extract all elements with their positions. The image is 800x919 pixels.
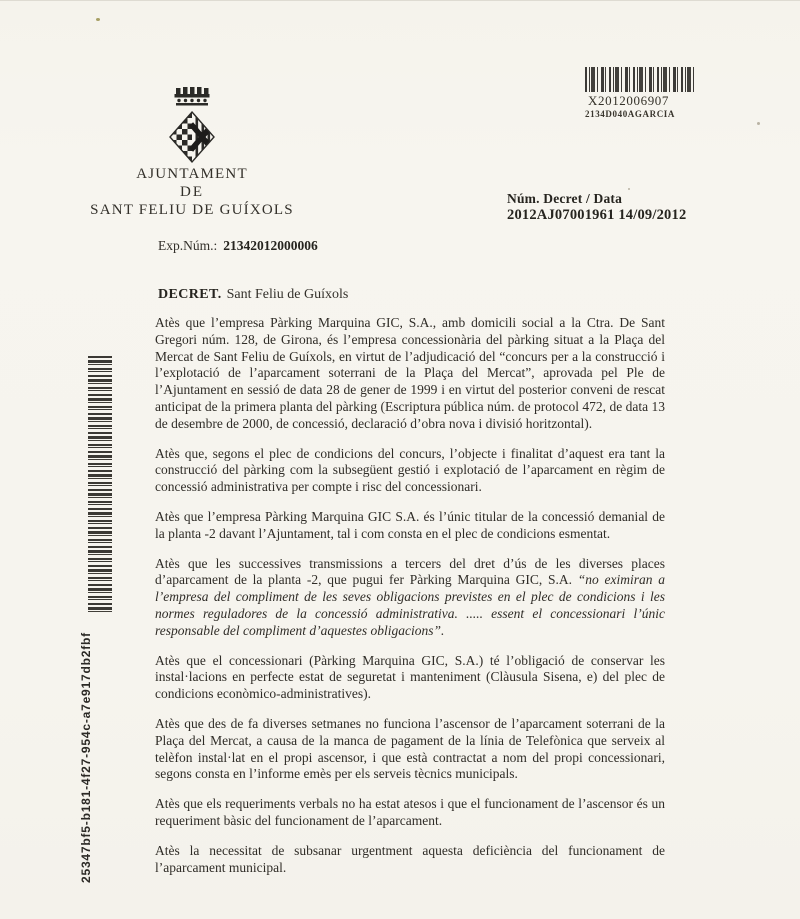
document-guid: 25347bf5-b181-4f27-954c-a7e917db2fbf [79, 632, 93, 883]
expedient-label: Exp.Núm.: [158, 238, 218, 253]
paragraph-quote: “no eximiran a l’empresa del compliment de les seves obligacions previstes en el plec de condicions i les normes reguladores de la concessió administrativa. ..... essent el concessionari l’únic responsable del compliment d’aquestes obligacions”. [155, 572, 665, 638]
expedient-value: 21342012000006 [223, 238, 318, 253]
registry-operator-code: 2134D040AGARCIA [585, 109, 675, 119]
paragraph: Atès que des de fa diverses setmanes no funciona l’ascensor de l’aparcament soterrani de la Plaça del Mercat, a causa de la manca de pagament de la línia de Telefònica que serveix al telèfon instal·lat en el propi ascensor, i que està contractat a nom del propi concessionari, segons consta en l’informe emès per els serveis tècnics municipals. [155, 715, 665, 782]
decree-number-label: Núm. Decret / Data [507, 191, 623, 206]
decree-title [158, 287, 348, 303]
expedient-line [158, 238, 318, 254]
paragraph: Atès que l’empresa Pàrking Marquina GIC, S.A., amb domicili social a la Ctra. De Sant Gregori núm. 128, de Girona, és l’empresa concessionària del pàrking situat a la Plaça del Mercat de Sant Feliu de Guíxols, en virtut de l’adjudicació del “concurs per a la construcció i l’explotació de l’aparcament soterrani de la Plaça del Mercat”, aprovada pel Ple de l’Ajuntament en sessió de data 28 de gener de 1999 i en virtut del posterior conveni de rescat anticipat de la primera planta del pàrking (Escriptura pública núm. de protocol 472, de data 13 de desembre de 2000, de concessió, declaració d’obra nova i divisió horitzontal). [155, 315, 665, 431]
scan-speck [96, 18, 100, 21]
paragraph [155, 556, 665, 640]
letterhead [72, 165, 312, 219]
paragraph: Atès que, segons el plec de condicions del concurs, l’objecte i finalitat d’aquest era tant la construcció del pàrking com la subsegüent gestió i explotació de l’aparcament en règim de concessió administrativa per compte i risc del concessionari. [155, 445, 665, 495]
decree-place: Sant Feliu de Guíxols [226, 287, 349, 302]
paragraph: Atès que el concessionari (Pàrking Marquina GIC, S.A.) té l’obligació de conservar les instal·lacions en perfecte estat de seguretat i manteniment (Clàusula Sisena, e) del plec de condicions econòmico-administratives). [155, 652, 665, 702]
decree-body [155, 315, 665, 889]
decree-keyword: DECRET. [158, 287, 222, 302]
paragraph: Atès que l’empresa Pàrking Marquina GIC S.A. és l’únic titular de la concessió demanial de la planta -2 davant l’Ajuntament, tal i com consta en el plec de condicions esmentat. [155, 508, 665, 541]
vertical-barcode-icon [88, 356, 112, 614]
scan-speck [628, 188, 630, 190]
org-name-line-3: SANT FELIU DE GUÍXOLS [90, 202, 294, 218]
decree-number-block [507, 191, 686, 224]
municipal-crest-icon [160, 85, 224, 169]
decree-number-value: 2012AJ07001961 14/09/2012 [507, 207, 687, 223]
paragraph: Atès la necessitat de subsanar urgentment aquesta deficiència del funcionament de l’aparcament municipal. [155, 842, 665, 875]
org-name-line-1: AJUNTAMENT [136, 166, 248, 182]
registry-code: X2012006907 [588, 93, 669, 108]
org-name-line-2: DE [180, 184, 204, 200]
barcode-icon [585, 67, 697, 92]
paragraph: Atès que els requeriments verbals no ha estat atesos i que el funcionament de l’ascensor és un requeriment bàsic del funcionament de l’aparcament. [155, 796, 665, 828]
scan-speck [757, 122, 760, 125]
paragraph-lead: Atès que les successives transmissions a tercers del dret d’ús de les diverses places d’aparcament de la planta -2, que pugui fer Pàrking Marquina GIC, S.A. [155, 555, 665, 588]
